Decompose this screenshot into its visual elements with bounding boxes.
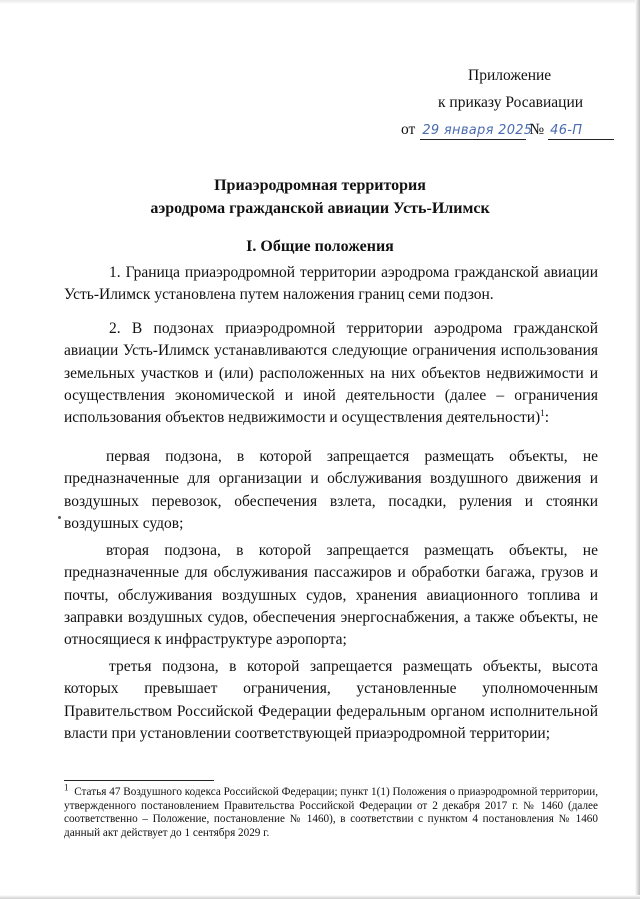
paragraph-2: [64, 318, 598, 429]
appendix-date-line: [401, 120, 640, 140]
document-title-line2: аэродрома гражданской авиации Усть-Илимск: [150, 200, 490, 217]
handwritten-number: 46-П: [550, 123, 583, 138]
date-field: [420, 122, 533, 140]
appendix-order: к приказу Росавиации: [438, 94, 584, 111]
scan-edge-bottom: [0, 895, 640, 899]
scan-edge-top: [0, 0, 640, 4]
paragraph-1: 1. Граница приаэродромной территории аэродрома гражданской авиации Усть-Илимск установлена путем наложения границ семи подзон.: [64, 264, 598, 304]
paragraph-first-subzone: первая подзона, в которой запрещается размещать объекты, не предназначенные для организации и обслуживания воздушного движения и воздушных перевозок, обеспечения взлета, посадки, руления и стоянки воздушных судов;: [64, 448, 598, 532]
paragraph-third-subzone: третья подзона, в которой запрещается размещать объекты, высота которых превышает ограничения, установленные уполномоченным Правительством Российской Федерации федеральным органом исполнительной власти при установлении соответствующей приаэродромной территории;: [64, 658, 598, 742]
handwritten-date: 29 января 2025: [422, 123, 533, 138]
document-title-line1: Приаэродромная территория: [214, 177, 426, 194]
footnote-ref: 1: [540, 408, 545, 419]
footnote-separator: [64, 780, 214, 781]
paragraph-second-subzone: вторая подзона, в которой запрещается размещать объекты, не предназначенные для обслуживания пассажиров и обработки багажа, грузов и почты, обслуживания воздушных судов, хранения авиационного топлива и заправки воздушных судов, обеспечения энергоснабжения, а также объекты, не относящиеся к инфраструктуре аэропорта;: [64, 542, 598, 649]
appendix-title: Приложение: [468, 67, 552, 84]
number-label: №: [529, 121, 545, 138]
footnote: [64, 782, 599, 840]
number-field: [548, 122, 614, 140]
footnote-marker: 1: [64, 782, 69, 793]
paragraph-2-text: 2. В подзонах приаэродромной территории аэродрома гражданской авиации Усть-Илимск устанавливаются следующие ограничения использования земельных участков и (или) расположенных на них объектов недвижимости и осуществления экономической и иной деятельности (далее – ограничения использования объектов недвижимости и осуществления деятельности): [64, 320, 598, 427]
scan-dot: [58, 516, 61, 519]
section-heading: I. Общие положения: [246, 238, 394, 255]
from-label: от: [401, 121, 416, 138]
footnote-text: Статья 47 Воздушного кодекса Российской Федерации; пункт 1(1) Положения о приаэродромной территории, утвержденного постановлением Правительства Российской Федерации от 2 декабря 2017 г. № 1460 (далее соответственно – Положение, постановление № 1460), в соответствии с пунктом 4 постановления № 1460 данный акт действует до 1 сентября 2029 г.: [64, 786, 599, 839]
paragraph-2-tail: :: [544, 409, 550, 427]
